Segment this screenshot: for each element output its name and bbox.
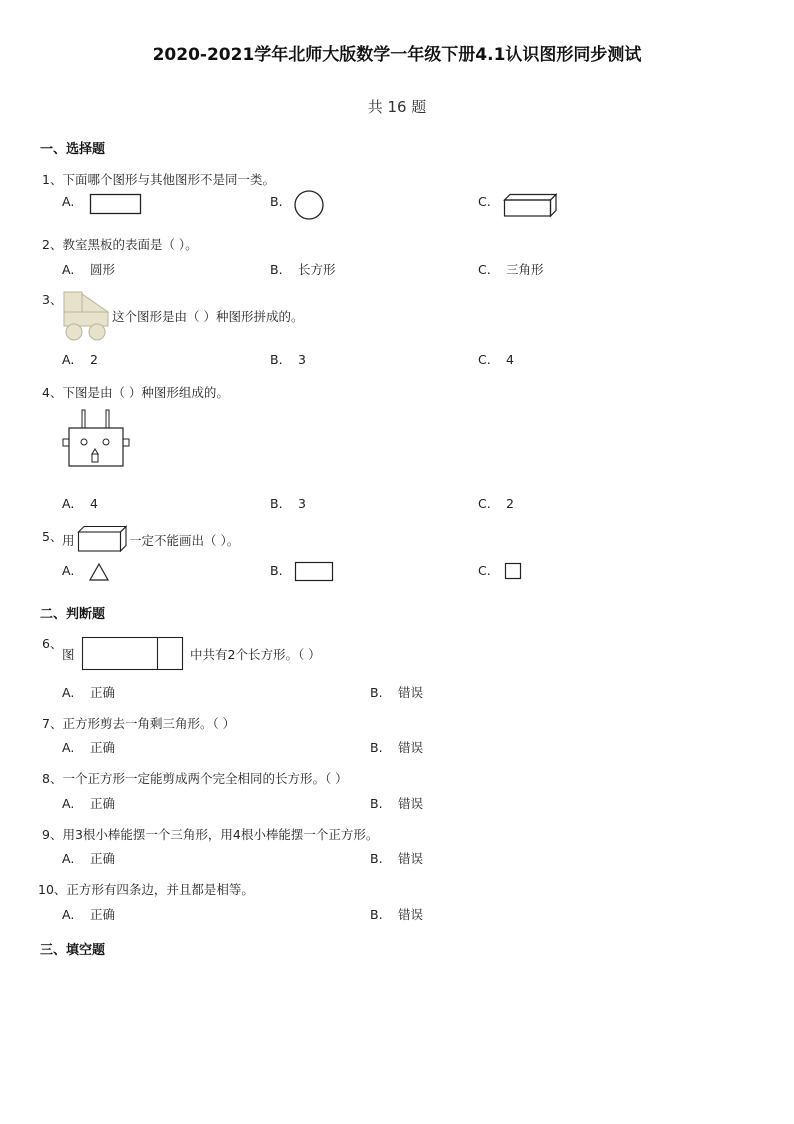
- question-4-option-c[interactable]: [478, 496, 514, 511]
- question-2-option-c[interactable]: [478, 260, 544, 278]
- question-6-prefix: 图: [62, 647, 75, 662]
- option-label: C.: [478, 262, 491, 277]
- question-8-stem: 8、一个正方形一定能剪成两个完全相同的长方形。（ ）: [42, 771, 348, 786]
- rectangle-shape-icon: [295, 562, 335, 582]
- option-label: A.: [62, 740, 75, 755]
- option-text: 2: [90, 352, 98, 367]
- option-text: 正确: [90, 796, 116, 811]
- option-text: 4: [506, 352, 514, 367]
- question-1-stem: 1、下面哪个图形与其他图形不是同一类。: [42, 172, 275, 187]
- option-text: 错误: [398, 851, 424, 866]
- option-text: 正确: [90, 685, 116, 700]
- divided-rectangle-figure-icon: [82, 637, 184, 671]
- question-9-option-a[interactable]: [62, 849, 115, 867]
- option-label: A.: [62, 907, 75, 922]
- section-heading-judgment: 二、判断题: [40, 607, 106, 622]
- option-label: B.: [270, 194, 283, 209]
- option-text: 长方形: [298, 262, 336, 277]
- option-label: B.: [370, 851, 383, 866]
- question-4-stem: 4、下图是由（ ）种图形组成的。: [42, 385, 229, 400]
- option-label: B.: [270, 352, 283, 367]
- option-text: 错误: [398, 796, 424, 811]
- question-6-option-a[interactable]: [62, 683, 115, 701]
- cuboid-shape-icon: [504, 194, 558, 218]
- robot-figure-icon: [62, 408, 134, 470]
- option-text: 3: [298, 496, 306, 511]
- option-text: 2: [506, 496, 514, 511]
- option-label: A.: [62, 796, 75, 811]
- question-6-stem: 中共有2个长方形。（ ）: [190, 647, 321, 662]
- option-text: 三角形: [506, 262, 544, 277]
- rectangle-shape-icon: [90, 194, 142, 214]
- question-5-stem: 一定不能画出（ ）。: [129, 533, 240, 548]
- option-label: B.: [370, 740, 383, 755]
- square-shape-icon: [505, 563, 522, 580]
- question-9-option-b[interactable]: [370, 849, 423, 867]
- option-label: A.: [62, 496, 75, 511]
- question-3-option-c[interactable]: [478, 352, 514, 367]
- question-7-option-a[interactable]: [62, 738, 115, 756]
- option-label: A.: [62, 262, 75, 277]
- question-5-option-b[interactable]: [270, 563, 298, 578]
- option-text: 正确: [90, 907, 116, 922]
- option-text: 错误: [398, 740, 424, 755]
- question-10-option-a[interactable]: [62, 905, 115, 923]
- question-3-option-a[interactable]: [62, 352, 98, 367]
- option-label: B.: [270, 262, 283, 277]
- question-8-option-b[interactable]: [370, 794, 423, 812]
- question-10-option-b[interactable]: [370, 905, 423, 923]
- question-3-stem: 这个图形是由（ ）种图形拼成的。: [112, 309, 304, 324]
- question-9-stem: 9、用3根小棒能摆一个三角形，用4根小棒能摆一个正方形。: [42, 827, 379, 842]
- option-text: 4: [90, 496, 98, 511]
- question-3-option-b[interactable]: [270, 352, 306, 367]
- question-10-stem: 10、正方形有四条边，并且都是相等。: [38, 882, 254, 897]
- option-label: C.: [478, 563, 491, 578]
- section-heading-fill-blank: 三、填空题: [40, 943, 106, 958]
- option-text: 错误: [398, 907, 424, 922]
- option-label: B.: [370, 907, 383, 922]
- question-7-stem: 7、正方形剪去一角剩三角形。（ ）: [42, 716, 236, 731]
- question-2-option-a[interactable]: [62, 260, 115, 278]
- option-label: A.: [62, 194, 75, 209]
- question-5-option-c[interactable]: [478, 563, 506, 578]
- question-count: 共 16 题: [367, 98, 427, 116]
- option-label: B.: [270, 496, 283, 511]
- circle-shape-icon: [294, 190, 324, 220]
- option-label: C.: [478, 496, 491, 511]
- option-text: 圆形: [90, 262, 116, 277]
- option-label: C.: [478, 194, 491, 209]
- question-5-number: 5、: [42, 529, 63, 544]
- stroller-figure-icon: [62, 290, 112, 342]
- option-label: A.: [62, 685, 75, 700]
- option-label: A.: [62, 851, 75, 866]
- option-text: 正确: [90, 851, 116, 866]
- page-title: 2020-2021学年北师大版数学一年级下册4.1认识图形同步测试: [152, 45, 642, 65]
- question-1-option-c[interactable]: [478, 194, 506, 209]
- question-8-option-a[interactable]: [62, 794, 115, 812]
- question-5-prefix: 用: [62, 533, 75, 548]
- question-4-option-a[interactable]: [62, 496, 98, 511]
- question-1-option-a[interactable]: [62, 194, 90, 209]
- question-6-number: 6、: [42, 636, 63, 651]
- option-label: B.: [270, 563, 283, 578]
- section-heading-choice: 一、选择题: [40, 142, 106, 157]
- option-label: A.: [62, 563, 75, 578]
- question-5-option-a[interactable]: [62, 563, 90, 578]
- question-6-option-b[interactable]: [370, 683, 423, 701]
- cuboid-shape-icon: [78, 526, 128, 552]
- triangle-shape-icon: [89, 563, 109, 581]
- option-label: B.: [370, 685, 383, 700]
- option-label: C.: [478, 352, 491, 367]
- option-text: 正确: [90, 740, 116, 755]
- question-2-option-b[interactable]: [270, 260, 336, 278]
- option-label: B.: [370, 796, 383, 811]
- question-7-option-b[interactable]: [370, 738, 423, 756]
- question-4-option-b[interactable]: [270, 496, 306, 511]
- option-label: A.: [62, 352, 75, 367]
- option-text: 错误: [398, 685, 424, 700]
- question-2-stem: 2、教室黑板的表面是（ ）。: [42, 237, 198, 252]
- question-3-number: 3、: [42, 292, 63, 307]
- option-text: 3: [298, 352, 306, 367]
